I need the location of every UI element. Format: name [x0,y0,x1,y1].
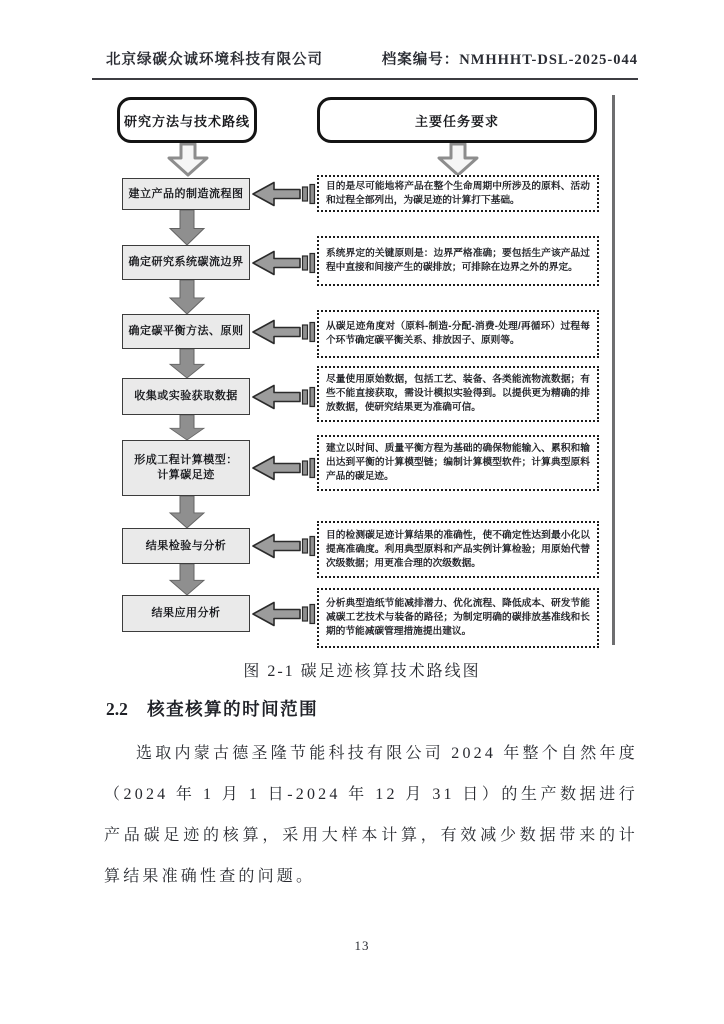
flow-step-label-line2: 计算碳足迹 [157,469,215,481]
left-arrow-icon [251,453,317,483]
hollow-down-arrow-icon [166,143,210,177]
left-arrow-icon [251,317,317,347]
flow-header-tasks-label: 主要任务要求 [414,113,499,129]
figure-right-border [612,95,615,645]
hollow-down-arrow-icon [436,143,480,177]
flow-step-label: 结果应用分析 [151,607,221,620]
flow-step-desc-text: 建立以时间、质量平衡方程为基础的确保物能输入、累积和输出达到平衡的计算模型链；编制计算模型软件；计算典型原料产品的碳足迹。 [326,443,590,482]
flow-step-box-2 [122,245,250,280]
flow-step-label: 收集或实验获取数据 [134,390,238,403]
flow-step-desc-5 [317,435,599,491]
flow-step-desc-4 [317,366,599,422]
left-arrow-icon [251,179,317,209]
flow-step-box-3 [122,314,250,349]
flowchart-figure [105,95,620,657]
flow-step-label: 确定碳平衡方法、原则 [128,325,244,338]
company-name: 北京绿碳众诚环境科技有限公司 [106,52,323,68]
section-number: 2.2 [106,699,128,719]
flow-step-desc-text: 尽量使用原始数据，包括工艺、装备、各类能流物流数据；有些不能直接获取，需设计模拟实验得到。以提供更为精确的排放数据，使研究结果更为准确可信。 [326,374,590,413]
left-arrow-icon [251,531,317,561]
body-paragraph: 选取内蒙古德圣隆节能科技有限公司 2024 年整个自然年度（2024 年 1 月 1 日-2024 年 12 月 31 日）的生产数据进行产品碳足迹的核算，采用大样本计算，有效减少数据带来的计算结果准确性查的问题。 [104,745,638,885]
flow-step-label: 确定研究系统碳流边界 [128,256,244,269]
left-arrow-icon [251,382,317,412]
down-arrow-icon [167,349,207,378]
flow-step-desc-text: 目的是尽可能地将产品在整个生命周期中所涉及的原料、活动和过程全部列出，为碳足迹的计算打下基础。 [326,180,590,206]
flow-step-box-1 [122,178,250,210]
flow-step-desc-text: 目的检测碳足迹计算结果的准确性，使不确定性达到最小化以提高准确度。利用典型原料和产品实例计算检验；用原始代替次级数据；用更准合理的次级数据。 [326,529,590,569]
flow-step-label: 建立产品的制造流程图 [128,187,244,200]
flow-header-methods [117,97,257,143]
flow-step-desc-3 [317,310,599,358]
flow-step-label: 结果检验与分析 [145,539,227,552]
left-arrow-icon [251,248,317,278]
flow-step-box-7 [122,595,250,632]
down-arrow-icon [167,564,207,595]
flow-step-box-5 [122,440,250,496]
flow-step-label: 形成工程计算模型： [134,454,238,467]
down-arrow-icon [167,415,207,440]
figure-caption: 图 2-1 碳足迹核算技术路线图 [243,663,481,680]
flow-header-tasks [317,97,597,143]
down-arrow-icon [167,210,207,245]
down-arrow-icon [167,280,207,314]
flow-step-box-4 [122,378,250,415]
flow-step-desc-7 [317,588,599,648]
left-arrow-icon [251,599,317,629]
flow-step-desc-1 [317,175,599,212]
flow-step-desc-text: 分析典型造纸节能减排潜力、优化流程、降低成本、研发节能减碳工艺技术与装备的路径；为制定明确的碳排放基准线和长期的节能减碳管理措施提出建议。 [326,598,590,637]
flow-step-box-6 [122,528,250,564]
flow-step-desc-text: 从碳足迹角度对（原料-制造-分配-消费-处理/再循环）过程每个环节确定碳平衡关系、排放因子、原则等。 [326,321,590,346]
flow-step-desc-6 [317,521,599,578]
section-title: 核查核算的时间范围 [147,699,319,719]
page-number: 13 [354,938,370,953]
down-arrow-icon [167,496,207,528]
flow-step-desc-2 [317,236,599,286]
archive-number: 档案编号：NMHHHT-DSL-2025-044 [381,52,638,68]
flow-header-methods-label: 研究方法与技术路线 [123,113,250,129]
section-heading [106,696,318,721]
flow-step-desc-text: 系统界定的关键原则是：边界严格准确；要包括生产该产品过程中直接和间接产生的碳排放；可排除在边界之外的界定。 [326,248,590,273]
page-header [92,48,638,80]
